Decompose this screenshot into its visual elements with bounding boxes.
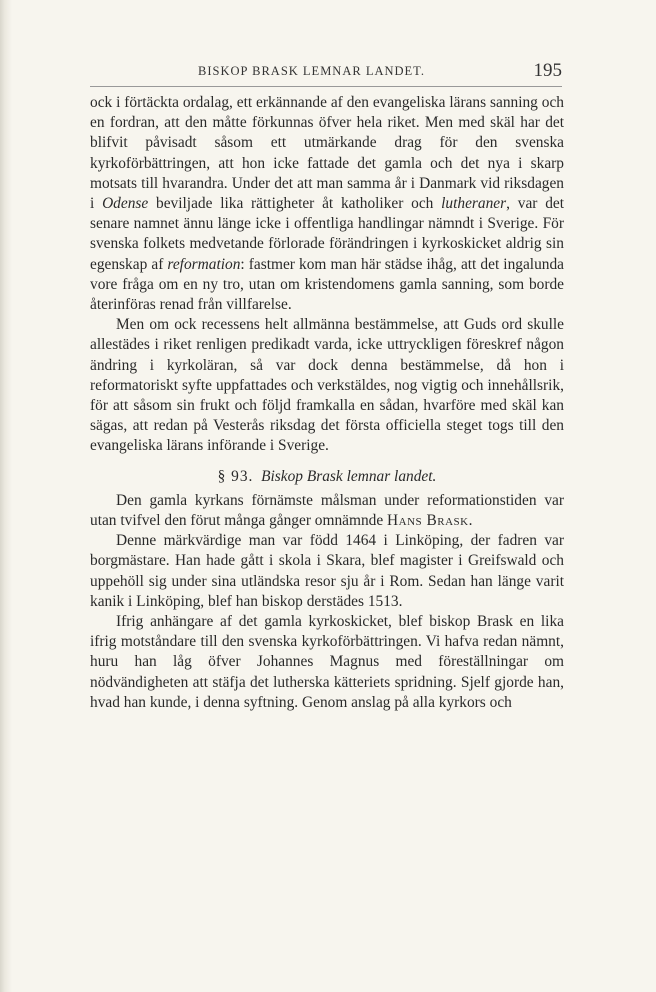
paragraph-1-text-d: : fastmer kom man här städse ihåg, att det ingalunda vore fråga om en ny tro, utan om kristendomens gamla sanning, som borde återinföras renad från villfarelse.	[90, 255, 565, 314]
paragraph-1-text-a: ock i förtäckta ordalag, ett erkännande af den evangeliska lärans sanning och en fordran, att den måtte förkunnas öfver hela riket. Men med skäl har det blifvit påvisadt såsom ett utmärkande drag för den svenska kyrkoförbättringen, att hon icke fattade det gamla och det nya i skarp motsats till hvarandra. Under det att man samma år i Danmark vid riksdagen i	[90, 94, 564, 213]
paragraph-3	[90, 491, 564, 531]
paragraph-3-name: Hans Brask	[387, 512, 469, 530]
paragraph-1-lutheraner: lutheraner	[441, 195, 507, 213]
page-header	[90, 62, 562, 84]
paragraph-2: Men om ock recessens helt allmänna bestämmelse, att Guds ord skulle allestädes i riket renligen predikadt varda, icke uttryckligen föreskref någon ändring i kyrkoläran, så var dock denna bestämmelse, då hon i reformatoriskt syfte uppfattades och verkstäldes, nog vigtig och innehållsrik, för att såsom sin frukt och följd framkalla en sådan, hvarföre med skäl kan sägas, att redan på Vesterås riksdag det första officiella steget togs till den evangeliska lärans införande i Sverige.	[90, 316, 564, 455]
paragraph-3-text-a: Den gamla kyrkans förnämste målsman under reformationstiden var utan tvifvel den förut många gånger omnämnde	[90, 491, 564, 530]
page-binding-edge	[0, 0, 12, 992]
header-rule	[90, 86, 562, 87]
paragraph-1-odense: Odense	[102, 195, 149, 213]
paragraph-5: Ifrig anhängare af det gamla kyrkoskicket, blef biskop Brask en lika ifrig motståndare till den svenska kyrkoförbättringen. Vi hafva redan nämnt, huru han låg öfver Johannes Magnus med föreställningar om nödvändigheten att stäfja det lutherska kätteriets spridning. Sjelf gjorde han, hvad han kunde, i denna syftning. Genom anslag på alla kyrkors och	[90, 613, 564, 711]
section-number: § 93.	[217, 467, 254, 485]
paragraph-4: Denne märkvärdige man var född 1464 i Linköping, der fadren var borgmästare. Han hade gått i skola i Skara, blef magister i Greifswald och uppehöll sig under sina utländska resor sju år i Rom. Sedan han länge varit kanik i Linköping, blef han biskop derstädes 1513.	[90, 532, 564, 610]
paragraph-1-text-b: beviljade lika rättigheter åt katholiker och	[148, 195, 442, 213]
section-heading	[90, 467, 564, 487]
paragraph-1-text-c: , var det senare namnet ännu länge icke i offentliga handlingar nämndt i Sverige. För svenska folkets medvetande förlorade förändringen i kyrkoskicket aldrig sin egenskap af	[90, 195, 565, 273]
section-title: Biskop Brask lemnar landet.	[261, 467, 437, 485]
body-text	[90, 93, 564, 713]
paragraph-3-text-b: .	[468, 512, 473, 530]
page-number: 195	[533, 60, 562, 81]
running-title: BISKOP BRASK LEMNAR LANDET.	[198, 64, 426, 78]
paragraph-1	[90, 93, 564, 315]
paragraph-1-reformation: reformation	[167, 255, 241, 273]
